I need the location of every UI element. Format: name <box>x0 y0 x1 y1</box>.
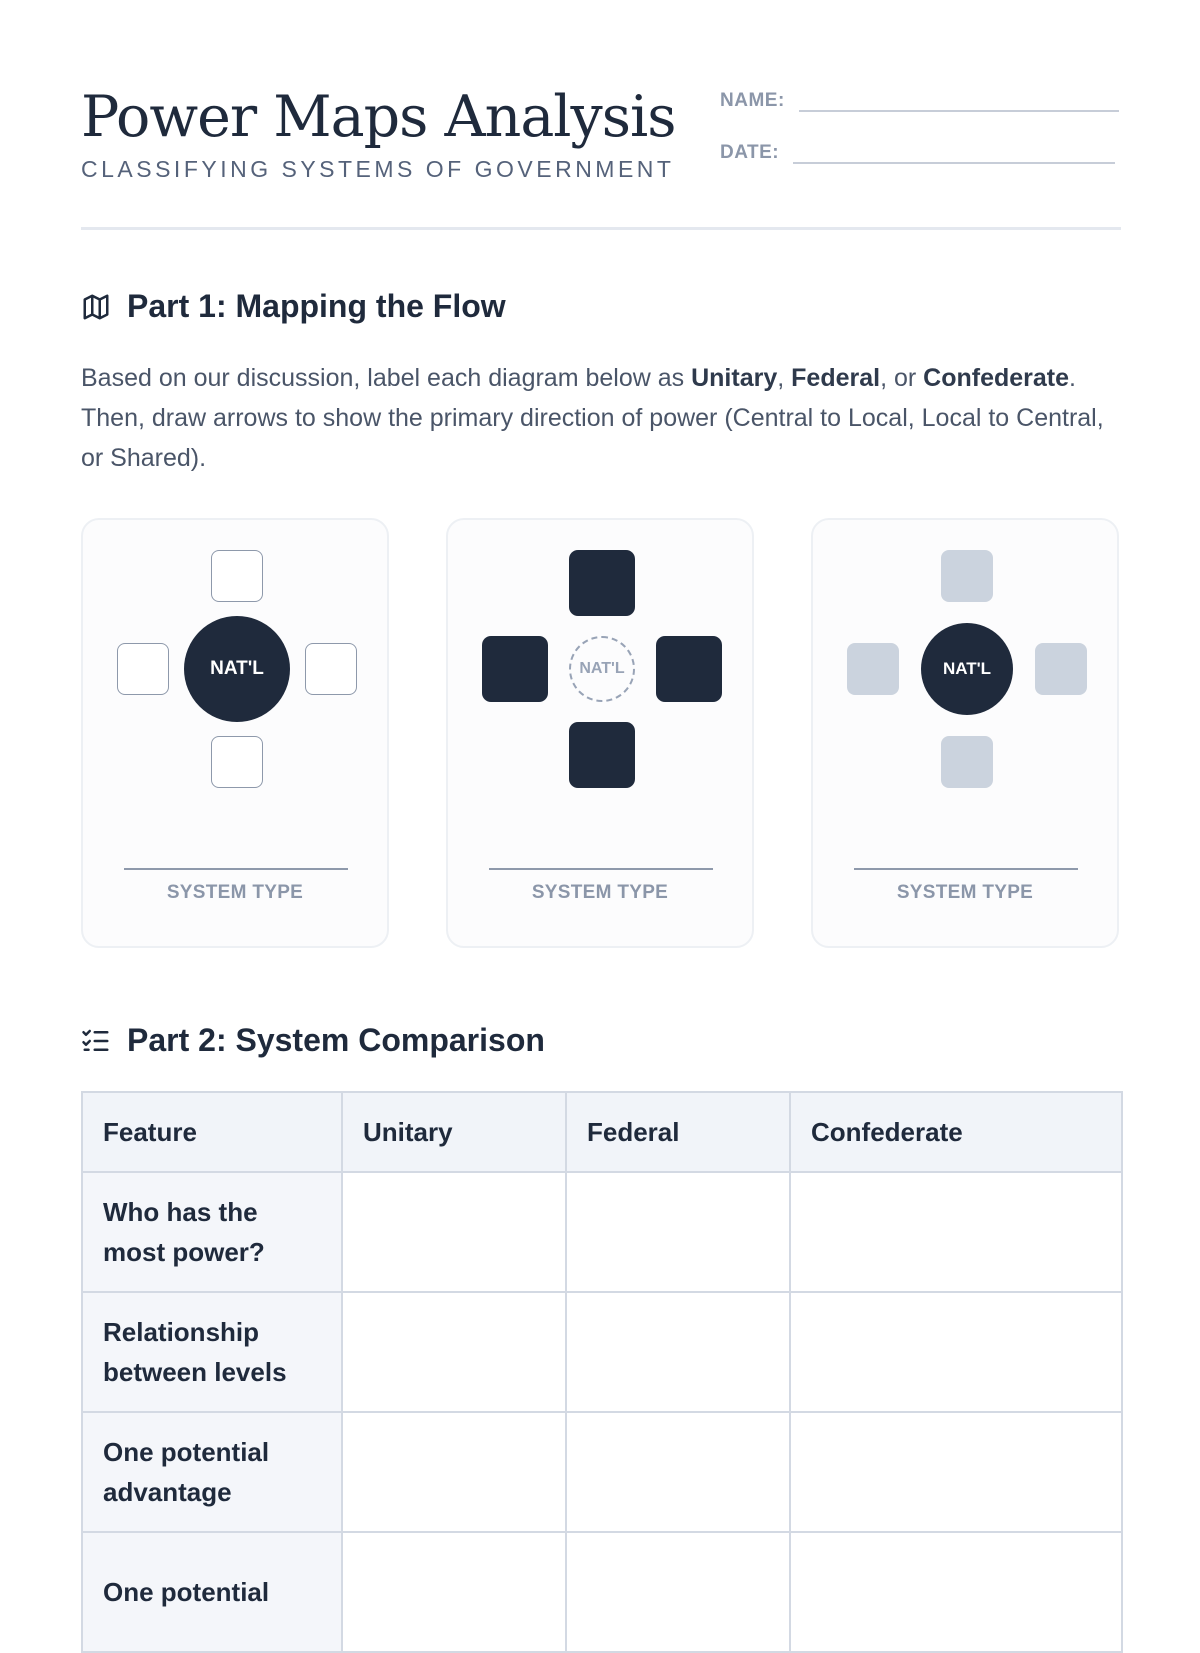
answer-cell[interactable] <box>342 1292 566 1412</box>
table-row <box>82 1412 1122 1532</box>
page-title: Power Maps Analysis <box>81 84 676 150</box>
state-box-right <box>1035 643 1087 695</box>
system-type-label: SYSTEM TYPE <box>896 882 1034 903</box>
state-box-bottom <box>569 722 635 788</box>
local-box-right <box>305 643 357 695</box>
system-type-answer-line[interactable] <box>854 868 1078 870</box>
part1-title: Part 1: Mapping the Flow <box>127 288 506 324</box>
system-type-answer-line[interactable] <box>124 868 348 870</box>
diagram-card-3 <box>811 518 1119 948</box>
table-header-row <box>82 1092 1122 1172</box>
local-box-bottom <box>211 736 263 788</box>
national-node: NAT'L <box>921 623 1013 715</box>
diagram-card-1 <box>81 518 389 948</box>
feature-cell: One potential <box>82 1532 342 1652</box>
table-row <box>82 1292 1122 1412</box>
state-box-left <box>847 643 899 695</box>
feature-cell: Relationship between levels <box>82 1292 342 1412</box>
comparison-table <box>81 1091 1123 1653</box>
system-type-label: SYSTEM TYPE <box>531 882 669 903</box>
answer-cell[interactable] <box>790 1172 1122 1292</box>
table-row <box>82 1532 1122 1652</box>
name-label: NAME: <box>720 90 785 111</box>
date-field <box>720 142 1115 164</box>
date-input-line[interactable] <box>793 142 1115 164</box>
page-subtitle: CLASSIFYING SYSTEMS OF GOVERNMENT <box>81 156 675 182</box>
table-row <box>82 1172 1122 1292</box>
column-header: Federal <box>566 1092 790 1172</box>
answer-cell[interactable] <box>790 1412 1122 1532</box>
state-box-top <box>941 550 993 602</box>
state-box-bottom <box>941 736 993 788</box>
local-box-top <box>211 550 263 602</box>
state-box-right <box>656 636 722 702</box>
national-node: NAT'L <box>184 616 290 722</box>
answer-cell[interactable] <box>566 1292 790 1412</box>
part2-title: Part 2: System Comparison <box>127 1022 545 1058</box>
answer-cell[interactable] <box>566 1412 790 1532</box>
feature-cell: Who has the most power? <box>82 1172 342 1292</box>
header-divider <box>81 227 1121 230</box>
checklist-icon <box>81 1026 111 1056</box>
answer-cell[interactable] <box>790 1532 1122 1652</box>
column-header: Confederate <box>790 1092 1122 1172</box>
system-type-label: SYSTEM TYPE <box>166 882 304 903</box>
name-input-line[interactable] <box>799 90 1119 112</box>
answer-cell[interactable] <box>566 1172 790 1292</box>
answer-cell[interactable] <box>566 1532 790 1652</box>
name-field <box>720 90 1119 112</box>
part2-heading <box>81 1022 545 1059</box>
national-node-dashed: NAT'L <box>569 636 635 702</box>
answer-cell[interactable] <box>342 1412 566 1532</box>
state-box-left <box>482 636 548 702</box>
worksheet-header <box>81 80 1121 230</box>
feature-cell: One potential advantage <box>82 1412 342 1532</box>
part1-heading <box>81 288 506 325</box>
answer-cell[interactable] <box>342 1172 566 1292</box>
answer-cell[interactable] <box>790 1292 1122 1412</box>
answer-cell[interactable] <box>342 1532 566 1652</box>
column-header: Unitary <box>342 1092 566 1172</box>
part1-instructions: Based on our discussion, label each diagram below as Unitary, Federal, or Confederate. Then, draw arrows to show the primary direction of power (Central to Local, Local to Central, or Shared). <box>81 364 1104 472</box>
system-type-answer-line[interactable] <box>489 868 713 870</box>
date-label: DATE: <box>720 142 780 163</box>
diagram-card-2 <box>446 518 754 948</box>
map-icon <box>81 292 111 322</box>
local-box-left <box>117 643 169 695</box>
column-header: Feature <box>82 1092 342 1172</box>
state-box-top <box>569 550 635 616</box>
